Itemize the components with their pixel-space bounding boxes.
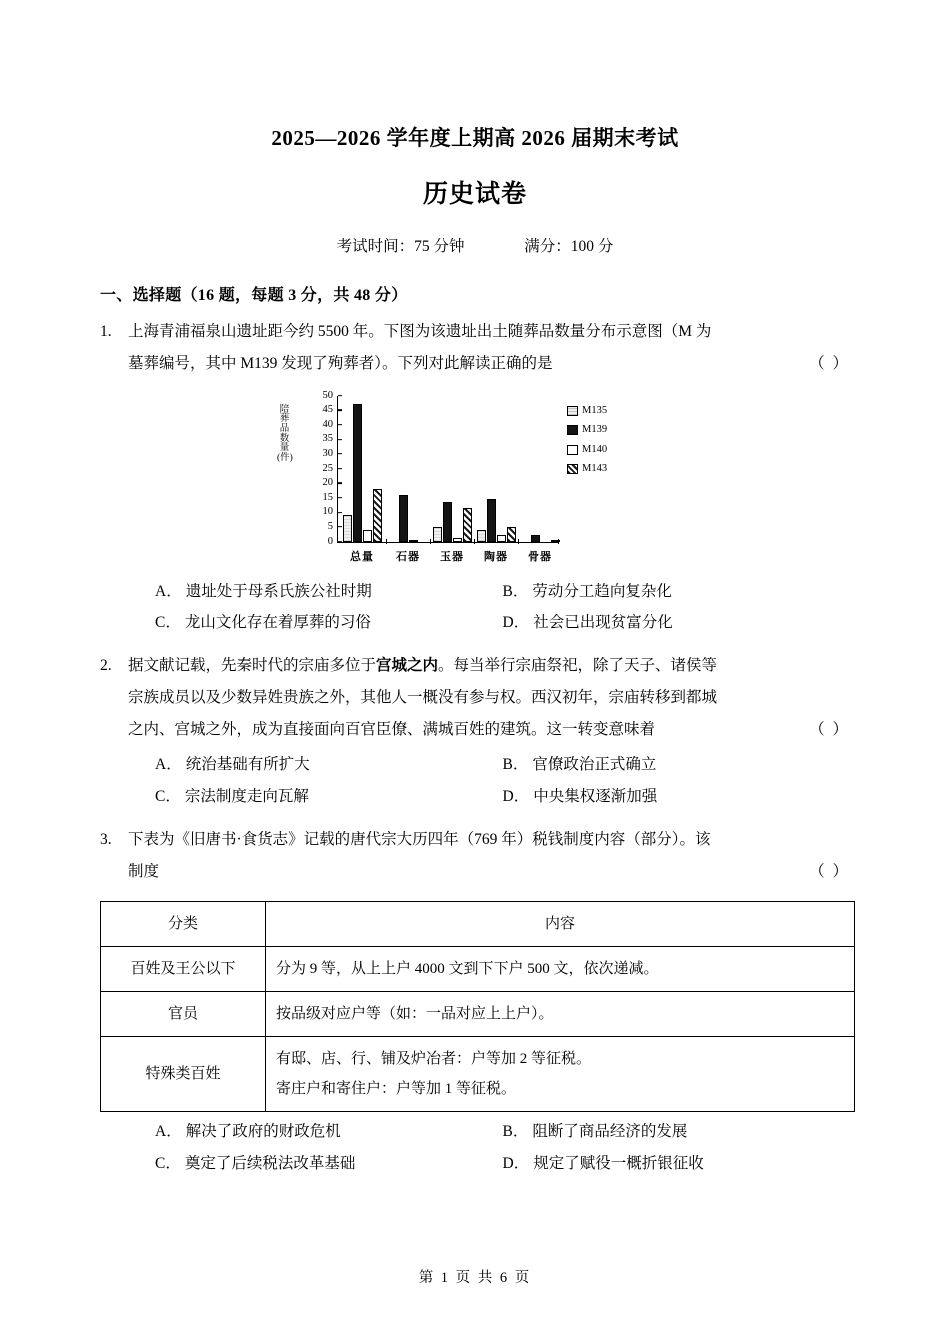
bar-stone-m140 bbox=[409, 540, 418, 542]
option-c-text: 宗法制度走向瓦解 bbox=[184, 788, 309, 806]
option-b-text: 官僚政治正式确立 bbox=[532, 756, 657, 774]
y-tick-35: 35 bbox=[323, 434, 339, 445]
table-cell-line: 按品级对应户等（如：一品对应上上户）。 bbox=[276, 1006, 554, 1023]
table-row bbox=[101, 1037, 855, 1112]
y-tick-20: 20 bbox=[323, 478, 339, 489]
question-1-stem-line2: 墓葬编号，其中 M139 发现了殉葬者）。下列对此解读正确的是 bbox=[128, 354, 553, 372]
x-label-stone: 石器 bbox=[396, 550, 420, 563]
bar-pottery-m135 bbox=[477, 530, 486, 542]
question-3-options-row-2 bbox=[155, 1148, 850, 1180]
question-2-stem-line1-b: 。每当举行宗庙祭祀，除了天子、诸侯等 bbox=[438, 657, 718, 675]
bar-pottery-m143 bbox=[507, 527, 516, 542]
bar-stone-m139 bbox=[399, 495, 408, 542]
bar-total-m135 bbox=[343, 515, 352, 541]
option-b-letter: B． bbox=[502, 756, 529, 774]
legend-swatch-m139-icon bbox=[567, 425, 578, 435]
burial-goods-chart-wrap bbox=[100, 380, 850, 572]
question-3-option-a[interactable] bbox=[155, 1116, 503, 1148]
y-tick-25: 25 bbox=[323, 463, 339, 474]
y-tick-30: 30 bbox=[323, 449, 339, 460]
question-2 bbox=[100, 639, 850, 745]
question-2-option-c[interactable] bbox=[155, 781, 503, 813]
option-a-text: 遗址处于母系氏族公社时期 bbox=[185, 582, 372, 600]
bar-jade-m143 bbox=[463, 508, 472, 542]
question-1-number: 1. bbox=[100, 323, 112, 340]
y-tick-15: 15 bbox=[323, 492, 339, 503]
bar-jade-m139 bbox=[443, 502, 452, 541]
bar-group-jade bbox=[430, 396, 474, 542]
legend-item-m135 bbox=[567, 406, 607, 417]
table-cell-line: 寄庄户和寄住户：户等加 1 等征税。 bbox=[276, 1081, 517, 1098]
x-label-bone: 骨器 bbox=[528, 550, 552, 563]
page-footer: 第 1 页 共 6 页 bbox=[418, 1270, 532, 1286]
question-3-option-c[interactable] bbox=[155, 1148, 503, 1180]
option-a-letter: A． bbox=[155, 582, 182, 600]
chart-y-axis-title: 陪葬品数量(件) bbox=[277, 404, 293, 463]
legend-label-m140: M140 bbox=[582, 443, 608, 455]
table-header-content: 内容 bbox=[266, 902, 855, 947]
table-row bbox=[101, 992, 855, 1037]
question-1-options-row-1 bbox=[155, 576, 850, 608]
table-header-category: 分类 bbox=[101, 902, 266, 947]
question-2-emphasis: 宫城之内 bbox=[376, 657, 439, 675]
question-1-stem-line1: 上海青浦福泉山遗址距今约 5500 年。下图为该遗址出土随葬品数量分布示意图（M 为 bbox=[128, 323, 712, 340]
table-cell-category-officials: 官员 bbox=[101, 992, 266, 1037]
question-3-stem-line1: 下表为《旧唐书·食货志》记载的唐代宗大历四年（769 年）税钱制度内容（部分）。该 bbox=[128, 830, 711, 848]
option-b-text: 阻断了商品经济的发展 bbox=[532, 1123, 688, 1141]
question-1-option-a[interactable] bbox=[155, 576, 503, 608]
question-3-stem-line2: 制度 bbox=[128, 862, 160, 880]
y-tick-0: 0 bbox=[328, 536, 338, 547]
table-cell-content-commoners bbox=[266, 947, 855, 992]
question-2-stem bbox=[100, 650, 850, 745]
tax-system-table bbox=[100, 901, 855, 1112]
question-2-option-b[interactable] bbox=[503, 749, 851, 781]
question-2-number: 2. bbox=[100, 657, 112, 675]
page-title: 2025—2026 学年度上期高 2026 届期末考试 bbox=[271, 126, 679, 150]
option-d-text: 社会已出现贫富分化 bbox=[533, 614, 673, 632]
burial-goods-bar-chart bbox=[275, 390, 675, 570]
table-cell-content-officials bbox=[266, 992, 855, 1037]
legend-item-m139 bbox=[567, 425, 607, 436]
legend-label-m135: M135 bbox=[582, 404, 608, 416]
question-3 bbox=[100, 813, 850, 888]
legend-swatch-m140-icon bbox=[567, 445, 578, 455]
bar-group-total bbox=[340, 396, 384, 542]
question-2-answer-bracket[interactable]: （ ） bbox=[809, 720, 850, 738]
bar-group-stone bbox=[386, 396, 430, 542]
question-1-option-c[interactable] bbox=[155, 607, 503, 639]
bar-pottery-m139 bbox=[487, 499, 496, 541]
question-1-stem bbox=[100, 316, 850, 380]
question-2-option-d[interactable] bbox=[503, 781, 851, 813]
question-2-stem-line1-a: 据文献记载，先秦时代的宗庙多位于 bbox=[128, 657, 377, 675]
chart-plot-area bbox=[322, 389, 558, 563]
table-cell-content-special bbox=[266, 1037, 855, 1112]
question-1-answer-bracket[interactable]: （ ） bbox=[809, 354, 850, 372]
y-tick-50: 50 bbox=[323, 390, 339, 401]
bar-total-m140 bbox=[363, 530, 372, 542]
legend-label-m143: M143 bbox=[582, 463, 608, 475]
section-heading: 一、选择题（16 题，每题 3 分，共 48 分） bbox=[100, 287, 408, 304]
question-3-options-row-1 bbox=[155, 1116, 850, 1148]
legend-label-m139: M139 bbox=[582, 424, 608, 436]
question-1-option-d[interactable] bbox=[503, 607, 851, 639]
option-a-letter: A． bbox=[155, 1123, 182, 1141]
bar-jade-m135 bbox=[433, 527, 442, 542]
question-2-options bbox=[100, 745, 850, 813]
y-tick-5: 5 bbox=[328, 522, 338, 533]
y-tick-40: 40 bbox=[323, 419, 339, 430]
legend-swatch-m143-icon bbox=[567, 464, 578, 474]
exam-duration: 考试时间：75 分钟 bbox=[336, 238, 465, 255]
bar-bone-m139 bbox=[531, 535, 540, 541]
option-c-letter: C． bbox=[155, 1155, 181, 1173]
question-1 bbox=[100, 305, 850, 380]
option-c-text: 奠定了后续税法改革基础 bbox=[184, 1155, 356, 1173]
question-3-option-b[interactable] bbox=[503, 1116, 851, 1148]
y-tick-10: 10 bbox=[323, 507, 339, 518]
subject-title: 历史试卷 bbox=[422, 181, 527, 208]
option-b-letter: B． bbox=[502, 582, 529, 600]
option-b-letter: B． bbox=[502, 1123, 529, 1141]
x-label-jade: 玉器 bbox=[440, 550, 464, 563]
legend-item-m140 bbox=[567, 445, 607, 456]
bar-group-pottery bbox=[474, 396, 518, 542]
bar-total-m139 bbox=[353, 404, 362, 541]
option-d-text: 中央集权逐渐加强 bbox=[533, 788, 658, 806]
exam-meta bbox=[100, 210, 850, 256]
legend-swatch-m135-icon bbox=[567, 406, 578, 416]
option-a-letter: A． bbox=[155, 756, 182, 774]
bar-total-m143 bbox=[373, 489, 382, 542]
option-d-text: 规定了赋役一概折银征收 bbox=[533, 1155, 704, 1173]
question-1-options-row-2 bbox=[155, 607, 850, 639]
question-2-stem-line2: 宗族成员以及少数异姓贵族之外，其他人一概没有参与权。西汉初年，宗庙转移到都城 bbox=[128, 688, 718, 706]
option-c-letter: C． bbox=[155, 788, 181, 806]
chart-legend bbox=[567, 406, 607, 484]
table-header-row bbox=[101, 902, 855, 947]
x-label-total: 总量 bbox=[350, 550, 374, 563]
option-a-text: 解决了政府的财政危机 bbox=[185, 1123, 341, 1141]
option-d-letter: D． bbox=[502, 614, 530, 632]
question-3-answer-bracket[interactable]: （ ） bbox=[809, 862, 850, 880]
option-b-text: 劳动分工趋向复杂化 bbox=[532, 582, 672, 600]
question-2-stem-line3: 之内、宫城之外，成为直接面向百官臣僚、满城百姓的建筑。这一转变意味着 bbox=[128, 720, 656, 738]
bar-jade-m140 bbox=[453, 538, 462, 542]
question-2-options-row-1 bbox=[155, 749, 850, 781]
bar-group-bone bbox=[518, 396, 562, 542]
bar-pottery-m140 bbox=[497, 535, 506, 541]
x-label-pottery: 陶器 bbox=[484, 550, 508, 563]
table-cell-line: 分为 9 等，从上上户 4000 文到下下户 500 文，依次递减。 bbox=[276, 961, 659, 978]
question-2-options-row-2 bbox=[155, 781, 850, 813]
question-1-options bbox=[100, 572, 850, 640]
question-3-options bbox=[100, 1112, 850, 1180]
option-d-letter: D． bbox=[502, 788, 530, 806]
exam-total-score: 满分：100 分 bbox=[524, 238, 614, 255]
question-2-option-a[interactable] bbox=[155, 749, 503, 781]
question-3-option-d[interactable] bbox=[503, 1148, 851, 1180]
table-row bbox=[101, 947, 855, 992]
table-cell-category-commoners: 百姓及王公以下 bbox=[101, 947, 266, 992]
option-a-text: 统治基础有所扩大 bbox=[185, 756, 310, 774]
option-c-text: 龙山文化存在着厚葬的习俗 bbox=[184, 614, 371, 632]
question-3-number: 3. bbox=[100, 830, 112, 848]
option-c-letter: C． bbox=[155, 614, 181, 632]
y-tick-45: 45 bbox=[323, 405, 339, 416]
table-cell-line: 有邸、店、行、铺及炉冶者：户等加 2 等征税。 bbox=[276, 1051, 592, 1068]
legend-item-m143 bbox=[567, 464, 607, 475]
question-1-option-b[interactable] bbox=[503, 576, 851, 608]
option-d-letter: D． bbox=[502, 1155, 530, 1173]
question-3-stem bbox=[100, 824, 850, 888]
table-cell-category-special: 特殊类百姓 bbox=[101, 1037, 266, 1112]
